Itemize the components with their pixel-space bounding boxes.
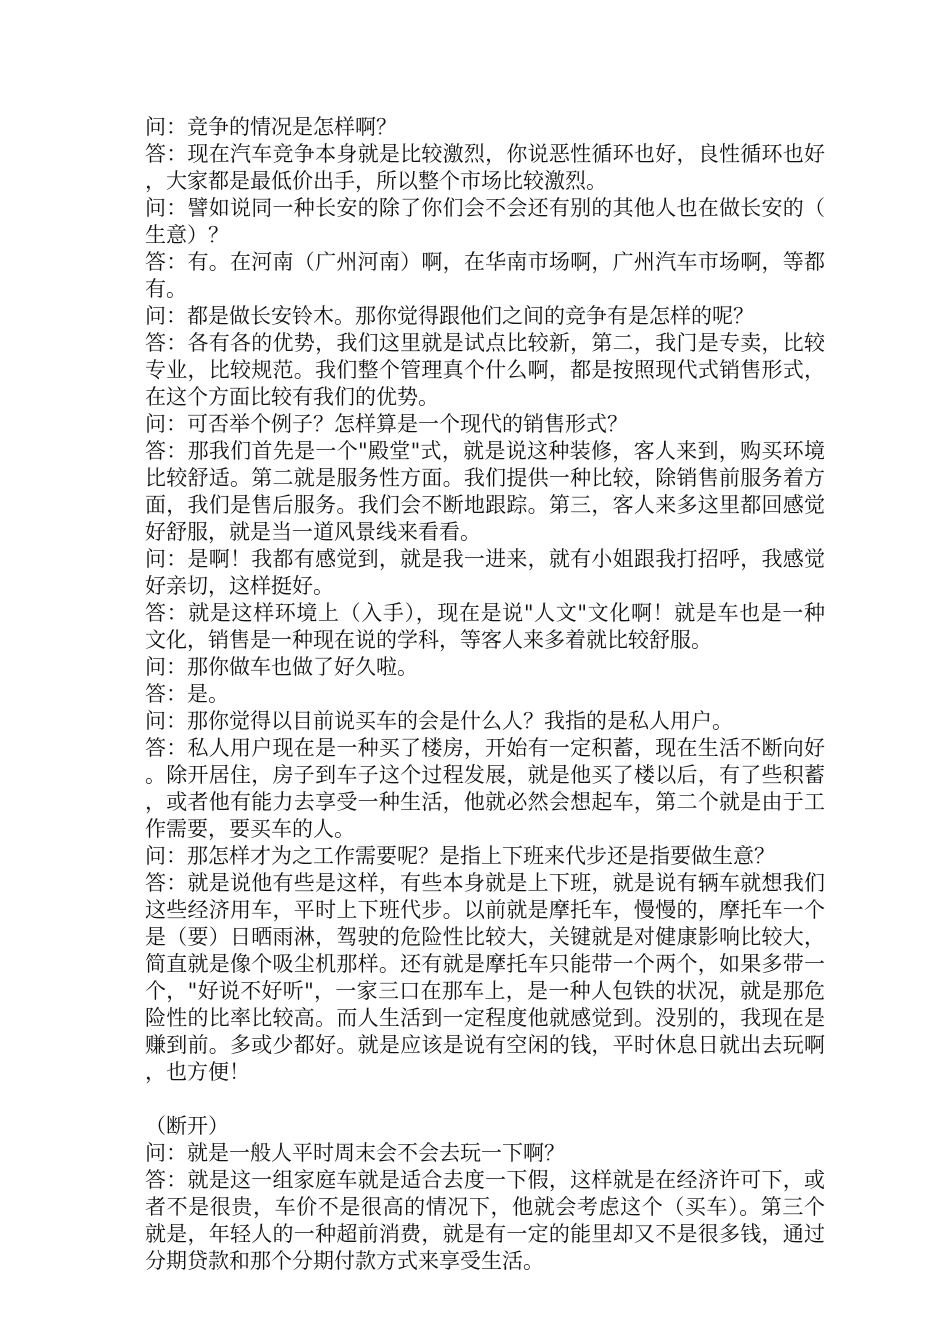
section-break-note: （断开） [145,1114,229,1138]
answer-paragraph: 答：有。在河南（广州河南）啊，在华南市场啊，广州汽车市场啊，等都有。 [145,250,825,301]
answer-paragraph: 答：各有各的优势，我们这里就是试点比较新，第二，我门是专卖，比较专业，比较规范。我们整个管理真个什么啊，都是按照现代式销售形式，在这个方面比较有我们的优势。 [145,331,825,409]
question-paragraph: 问：可否举个例子？怎样算是一个现代的销售形式？ [145,412,628,436]
answer-paragraph: 答：就是这样环境上（入手），现在是说"人文"文化啊！就是车也是一种文化，销售是一种现在说的学科，等客人来多着就比较舒服。 [145,601,825,652]
answer-paragraph: 答：私人用户现在是一种买了楼房，开始有一定积蓄，现在生活不断向好。除开居住，房子到车子这个过程发展，就是他买了楼以后，有了些积蓄，或者他有能力去享受一种生活，他就必然会想起车，第二个就是由于工作需要，要买车的人。 [145,736,825,841]
answer-paragraph: 答：是。 [145,682,229,706]
question-paragraph: 问：竞争的情况是怎样啊？ [145,115,397,139]
answer-paragraph: 答：那我们首先是一个"殿堂"式，就是说这种装修，客人来到，购买环境比较舒适。第二就是服务性方面。我们提供一种比较，除销售前服务着方面，我们是售后服务。我们会不断地跟踪。第三，客人来多这里都回感觉好舒服，就是当一道风景线来看看。 [145,439,825,544]
question-paragraph: 问：那你做车也做了好久啦。 [145,655,418,679]
question-paragraph: 问：那怎样才为之工作需要呢？是指上下班来代步还是指要做生意？ [145,844,775,868]
question-paragraph: 问：是啊！我都有感觉到，就是我一进来，就有小姐跟我打招呼，我感觉好亲切，这样挺好。 [145,547,825,598]
answer-paragraph: 答：就是这一组家庭车就是适合去度一下假，这样就是在经济许可下，或者不是很贵，车价不是很高的情况下，他就会考虑这个（买车）。第三个就是，年轻人的一种超前消费，就是有一定的能里却又不是很多钱，通过分期贷款和那个分期付款方式来享受生活。 [145,1168,825,1273]
question-paragraph: 问：那你觉得以目前说买车的会是什么人？我指的是私人用户。 [145,709,733,733]
document-page [145,114,825,1275]
answer-paragraph: 答：现在汽车竞争本身就是比较激烈，你说恶性循环也好，良性循环也好，大家都是最低价出手，所以整个市场比较激烈。 [145,142,825,193]
answer-paragraph: 答：就是说他有些是这样，有些本身就是上下班，就是说有辆车就想我们这些经济用车，平时上下班代步。以前就是摩托车，慢慢的，摩托车一个是（要）日晒雨淋，驾驶的危险性比较大，关键就是对健康影响比较大，简直就是像个吸尘机那样。还有就是摩托车只能带一个两个，如果多带一个，"好说不好听"，一家三口在那车上，是一种人包铁的状况，就是那危险性的比率比较高。而人生活到一定程度他就感觉到。没别的，我现在是赚到前。多或少都好。就是应该是说有空闲的钱，平时休息日就出去玩啊，也方便！ [145,871,825,1084]
question-paragraph: 问：就是一般人平时周末会不会去玩一下啊？ [145,1141,565,1165]
blank-line [145,1086,825,1113]
question-paragraph: 问：譬如说同一种长安的除了你们会不会还有别的其他人也在做长安的（生意）？ [145,196,825,247]
question-paragraph: 问：都是做长安铃木。那你觉得跟他们之间的竞争有是怎样的呢？ [145,304,754,328]
